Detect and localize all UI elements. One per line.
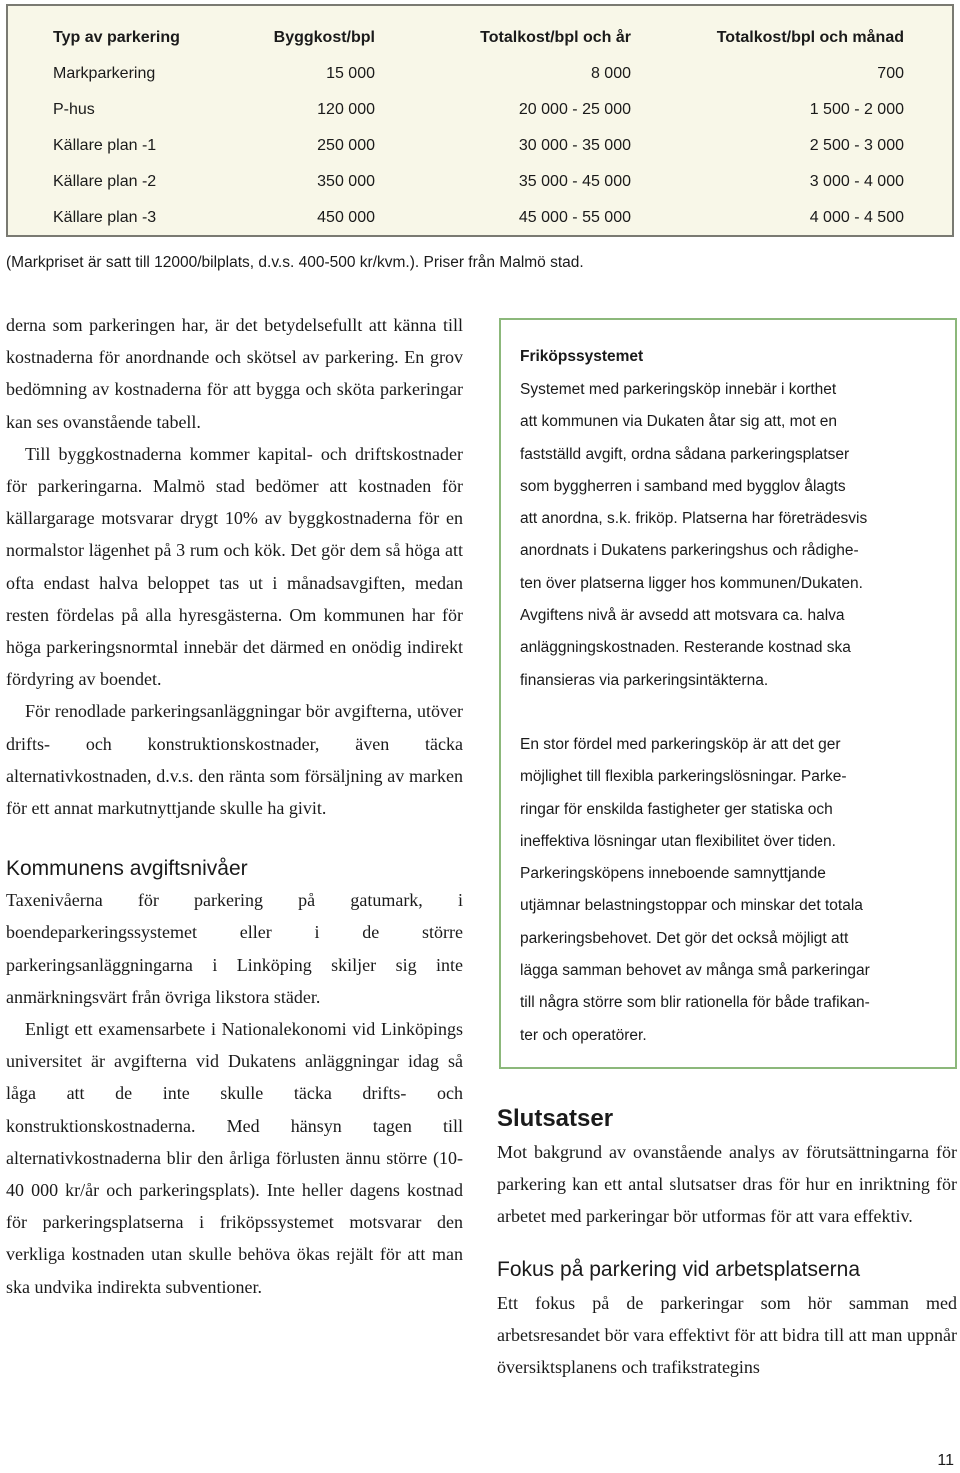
text-line: lägga samman behovet av många små parkeringar: [520, 962, 870, 980]
info-box: [499, 318, 957, 1069]
table-cell: 350 000: [317, 173, 375, 190]
table-cell: 250 000: [317, 137, 375, 154]
text-line: ineffektiva lösningar utan flexibilitet över tiden.: [520, 832, 836, 850]
text-line: finansieras via parkeringsintäkterna.: [520, 671, 769, 689]
table-cell: 120 000: [317, 101, 375, 118]
table-cell: 700: [877, 65, 904, 82]
right-column: [497, 1102, 957, 1383]
text-line: att kommunen via Dukaten åtar sig att, mot en: [520, 413, 838, 431]
table-cell: 30 000 - 35 000: [518, 137, 631, 154]
table-row: [53, 164, 904, 200]
table-cell: Markparkering: [53, 65, 156, 82]
table-row: [53, 92, 904, 128]
body-paragraph: Taxenivåerna för parkering på gatumark, i boendeparkeringssystemet eller i de större parkeringsanläggningarna i Linköping skiljer sig inte anmärkningsvärt från övriga likstora städer.: [6, 890, 463, 1007]
text-line: ringar för enskilda fastigheter ger statiska och: [520, 800, 833, 818]
header-total-cost-year: Totalkost/bpl och år: [480, 29, 631, 46]
table-cell: P-hus: [53, 101, 95, 118]
text-line: parkeringsbehovet. Det gör det också möjligt att: [520, 929, 849, 947]
table-cell: 15 000: [326, 65, 375, 82]
table-cell: 2 500 - 3 000: [809, 137, 904, 154]
body-paragraph: Enligt ett examensarbete i Nationalekonomi vid Linköpings universitet är avgifterna vid Dukatens anläggningar idag så låga att de inte skulle täcka drifts- och konstruktionskostnaderna. Med hänsyn tagen till alternativkostnaderna blir den årliga förlusten ännu större (10-40 000 kr/år och parkeringsplats). Inte heller dagens kostnad för parkeringsplatserna i friköpssystemet motsvarar den verkliga kostnaden utan skulle behöva ökas rejält för att man ska undvika indirekta subventioner.: [6, 1019, 463, 1297]
table-cell: 45 000 - 55 000: [518, 209, 631, 226]
text-line: fastställd avgift, ordna sådana parkeringsplatser: [520, 445, 850, 463]
section-heading: Fokus på parkering vid arbetsplatserna: [497, 1257, 861, 1281]
table-cell: Källare plan -1: [53, 137, 157, 154]
section-heading: Slutsatser: [497, 1105, 614, 1132]
text-line: ten över platserna ligger hos kommunen/Dukaten.: [520, 574, 863, 592]
text-line: anordnats i Dukatens parkeringshus och rådighe-: [520, 542, 859, 560]
text-line: till några större som blir rationella för både trafikan-: [520, 994, 870, 1012]
info-box-paragraph: [520, 729, 937, 1052]
table-note: (Markpriset är satt till 12000/bilplats, d.v.s. 400-500 kr/kvm.). Priser från Malmö stad.: [6, 254, 584, 271]
text-line: anläggningskostnaden. Resterande kostnad ska: [520, 639, 851, 657]
table-row: [53, 128, 904, 164]
left-column: [6, 309, 463, 1303]
table-cell: Källare plan -3: [53, 209, 157, 226]
text-line: att anordna, s.k. friköp. Platserna har företrädesvis: [520, 510, 868, 528]
table-cell: 450 000: [317, 209, 375, 226]
text-line: utjämnar belastningstoppar och minskar det totala: [520, 897, 863, 915]
table-header-row: [53, 20, 904, 56]
table-cell: 1 500 - 2 000: [809, 101, 904, 118]
header-build-cost: Byggkost/bpl: [273, 29, 375, 46]
section-heading: Kommunens avgiftsnivåer: [6, 857, 248, 881]
text-line: Systemet med parkeringsköp innebär i korthet: [520, 381, 837, 398]
body-paragraph: För renodlade parkeringsanläggningar bör avgifterna, utöver drifts- och konstruktionskostnader, även täcka alternativkostnaden, d.v.s. den ränta som försäljning av marken för ett annat markutnyttjande skulle ha givit.: [6, 701, 463, 819]
info-box-paragraph: [520, 374, 937, 697]
cost-table: [53, 20, 904, 236]
page-number: 11: [937, 1452, 954, 1469]
table-cell: 35 000 - 45 000: [518, 173, 631, 190]
text-line: En stor fördel med parkeringsköp är att det ger: [520, 735, 841, 753]
info-box-title: Friköpssystemet: [520, 348, 644, 365]
text-line: Parkeringsköpens inneboende samnyttjande: [520, 865, 826, 883]
body-paragraph: Till byggkostnaderna kommer kapital- och driftskostnader för parkeringarna. Malmö stad bedömer att kostnaden för källargarage motsvarar drygt 10% av byggkostnaderna för en normalstor lägenhet på 3 rum och kök. Det gör dem så höga att ofta endast halva beloppet tas ut i månadsavgiften, medan resten fördelas på alla hyresgästerna. Om kommunen har för höga parkeringsnormtal innebär det därmed en onödig indirekt fördyring av boendet.: [6, 443, 463, 690]
table-cell: 3 000 - 4 000: [809, 173, 904, 190]
text-line: som byggherren i samband med bygglov ålagts: [520, 477, 846, 495]
table-cell: 8 000: [590, 65, 631, 82]
text-line: ter och operatörer.: [520, 1026, 647, 1044]
header-parking-type: Typ av parkering: [53, 29, 180, 46]
table-cell: Källare plan -2: [53, 173, 157, 190]
text-line: Avgiftens nivå är avsedd att motsvara ca. halva: [520, 607, 845, 625]
text-line: möjlighet till flexibla parkeringslösningar. Parke-: [520, 768, 847, 786]
body-paragraph: derna som parkeringen har, är det betydelsefullt att känna till kostnaderna för anordnande och skötsel av parkering. En grov bedömning av kostnaderna för att bygga och sköta parkeringar kan ses ovanstående tabell.: [6, 315, 463, 432]
table-row: [53, 200, 904, 236]
body-paragraph: Ett fokus på de parkeringar som hör samman med arbetsresandet bör vara effektivt för att bidra till att man uppnår översiktsplanens och trafikstrategins: [497, 1292, 957, 1378]
header-total-cost-month: Totalkost/bpl och månad: [716, 29, 904, 46]
table-cell: 20 000 - 25 000: [518, 101, 631, 118]
cost-table-box: [6, 4, 954, 237]
table-cell: 4 000 - 4 500: [809, 209, 904, 226]
table-row: [53, 56, 904, 92]
body-paragraph: Mot bakgrund av ovanstående analys av förutsättningarna för parkering kan ett antal slutsatser dras för hur en inriktning för arbetet med parkeringar bör utformas för att vara effektiv.: [497, 1142, 957, 1227]
